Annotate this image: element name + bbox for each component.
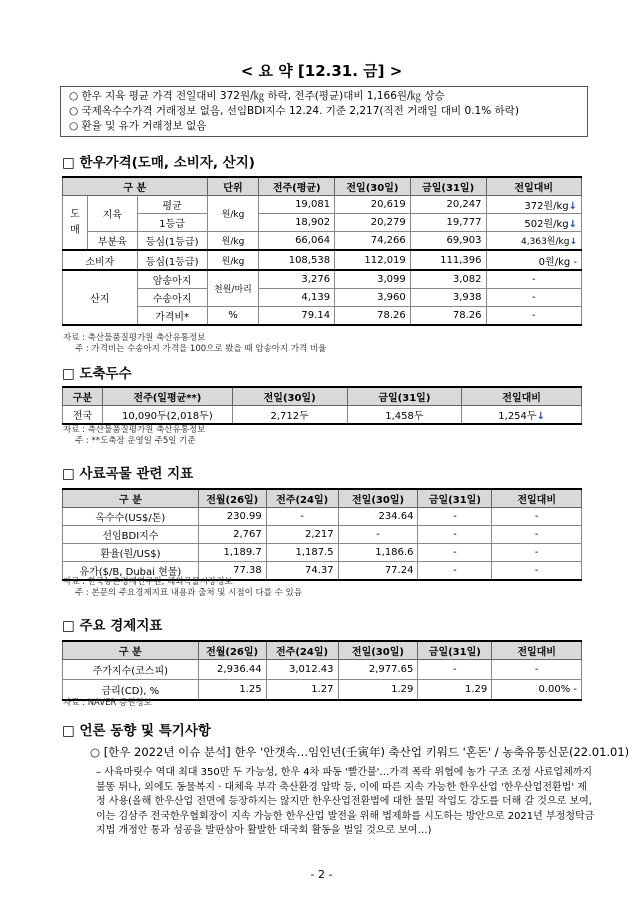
col-header: 전일대비 bbox=[492, 489, 582, 508]
row-label: 등심(1등급) bbox=[137, 232, 207, 251]
domae-label: 도매 bbox=[63, 196, 88, 251]
cell: 78.26 bbox=[410, 307, 486, 326]
table-row bbox=[63, 526, 582, 544]
cell: 112,019 bbox=[335, 250, 411, 270]
unit: % bbox=[207, 307, 259, 326]
cell: - bbox=[492, 544, 582, 562]
col-header: 전일(30일) bbox=[335, 177, 411, 196]
cell: 3,938 bbox=[410, 289, 486, 307]
cell: 2,977.65 bbox=[338, 660, 418, 680]
cell: 2,936.44 bbox=[198, 660, 266, 680]
diff-cell bbox=[486, 196, 582, 214]
table-row bbox=[63, 544, 582, 562]
col-header: 전일대비 bbox=[492, 641, 582, 660]
cell: 77.38 bbox=[198, 562, 266, 581]
table-row bbox=[63, 232, 582, 251]
table-row bbox=[63, 406, 582, 425]
table-row bbox=[63, 196, 582, 214]
table-row bbox=[63, 270, 582, 289]
news-item-body: – 사육마릿수 역대 최대 350만 두 가능성, 한우 4차 파동 '빨간불'…가격 폭락 위협에 농가 구조 조정 사료업체까지 불똥 튀나, 외에도 동물복지 · 대체육 부각 축산환경 압박 등, 이에 따른 지속 가능한 한우산업 '한우산업전환법' 제정 사용(올해 한우산업 전면에 등장하지는 않지만 한우산업전환법에 대한 물밑 작업도 강도를 더해 갈 것으로 보여, 이는 김삼주 전국한우협회장이 지속 가능한 한우산업 발전을 위해 법제화를 시도하는 방안으로 2021년 부정청탁금지법 개정안 통과 성공을 발판삼아 활발한 대국회 활동을 벌일 것으로 보여…) bbox=[96, 767, 595, 836]
cell: 1.29 bbox=[418, 680, 492, 700]
col-header: 전주(평균) bbox=[259, 177, 335, 196]
cell: 3,960 bbox=[335, 289, 411, 307]
cell: 3,082 bbox=[410, 270, 486, 289]
col-header: 구분 bbox=[63, 387, 103, 406]
cell: - bbox=[338, 526, 418, 544]
cell: 74.37 bbox=[266, 562, 338, 581]
source-note: 자료 : 한국농촌경제연구원, 해외곡물시장정보 bbox=[63, 577, 233, 587]
diff-cell: - bbox=[486, 307, 582, 326]
row-label: 전국 bbox=[63, 406, 103, 425]
col-header: 구 분 bbox=[63, 641, 199, 660]
cell: 2,712두 bbox=[232, 406, 347, 425]
diff-value: 4,363원/kg bbox=[521, 237, 570, 247]
source-note: 자료 : 축산물품질평가원 축산유통정보 bbox=[63, 333, 206, 343]
down-arrow-icon: ↓ bbox=[568, 201, 577, 212]
cell: 79.14 bbox=[259, 307, 335, 326]
feed-heading: □ 사료곡물 관련 지표 bbox=[62, 466, 194, 482]
col-header: 전주(24일) bbox=[266, 489, 338, 508]
cell: - bbox=[266, 508, 338, 526]
diff-value: 502원/kg bbox=[524, 219, 569, 230]
col-header: 금일(31일) bbox=[418, 641, 492, 660]
row-label: 옥수수(US$/톤) bbox=[63, 508, 199, 526]
cell: 1,187.5 bbox=[266, 544, 338, 562]
slaughter-heading: □ 도축두수 bbox=[62, 366, 132, 382]
diff-cell: 0원/kg - bbox=[486, 250, 582, 270]
cell: 20,247 bbox=[410, 196, 486, 214]
diff-value: 372원/kg bbox=[524, 201, 569, 212]
hanwoo-heading: □ 한우가격(도매, 소비자, 산지) bbox=[62, 155, 255, 171]
col-header: 전주(일평균**) bbox=[102, 387, 232, 406]
cell: - bbox=[492, 508, 582, 526]
down-arrow-icon: ↓ bbox=[536, 411, 545, 422]
sobija-label: 소비자 bbox=[63, 250, 138, 270]
diff-cell bbox=[486, 232, 582, 251]
cell: - bbox=[492, 660, 582, 680]
hanwoo-table bbox=[62, 176, 582, 326]
source-note: 주 : 가격비는 수송아지 가격을 100으로 봤을 때 암송아지 가격 비율 bbox=[75, 344, 327, 354]
col-header: 전주(24일) bbox=[266, 641, 338, 660]
page-title: < 요 약 [12.31. 금] > bbox=[240, 62, 403, 80]
col-header: 전일(30일) bbox=[338, 489, 418, 508]
col-header: 전일(30일) bbox=[338, 641, 418, 660]
cell: 74,266 bbox=[335, 232, 411, 251]
col-header: 전일대비 bbox=[486, 177, 582, 196]
col-header: 전월(26일) bbox=[198, 489, 266, 508]
row-label: 가격비* bbox=[137, 307, 207, 326]
cell: - bbox=[418, 660, 492, 680]
table-row bbox=[63, 680, 582, 700]
row-label: 금리(CD), % bbox=[63, 680, 199, 700]
diff-cell bbox=[486, 214, 582, 232]
unit: 원/kg bbox=[207, 196, 259, 232]
source-note: 자료 : NAVER 증권정보 bbox=[63, 698, 152, 708]
summary-line: ○ 국제옥수수가격 거래정보 없음, 선임BDI지수 12.24. 기준 2,217(직전 거래일 대비 0.1% 하락) bbox=[69, 105, 519, 117]
cell: 3,276 bbox=[259, 270, 335, 289]
col-header: 전일(30일) bbox=[232, 387, 347, 406]
summary-line: ○ 한우 지육 평균 가격 전일대비 372원/㎏ 하락, 전주(평균)대비 1,166원/㎏ 상승 bbox=[69, 90, 445, 102]
table-row bbox=[63, 307, 582, 326]
down-arrow-icon: ↓ bbox=[568, 219, 577, 230]
row-label: 유가($/B, Dubai 현물) bbox=[63, 562, 199, 581]
econ-heading: □ 주요 경제지표 bbox=[62, 618, 163, 634]
cell: - bbox=[492, 526, 582, 544]
cell: 4,139 bbox=[259, 289, 335, 307]
row-label: 환율(원/US$) bbox=[63, 544, 199, 562]
row-label: 주가지수(코스피) bbox=[63, 660, 199, 680]
cell: 234.64 bbox=[338, 508, 418, 526]
cell: 69,903 bbox=[410, 232, 486, 251]
sanji-label: 산지 bbox=[63, 270, 138, 325]
cell: 230.99 bbox=[198, 508, 266, 526]
cell: 20,619 bbox=[335, 196, 411, 214]
table-row bbox=[63, 508, 582, 526]
unit: 원/kg bbox=[207, 250, 259, 270]
table-row bbox=[63, 660, 582, 680]
cell: - bbox=[418, 562, 492, 581]
col-header: 금일(31일) bbox=[347, 387, 462, 406]
col-header: 전일대비 bbox=[462, 387, 582, 406]
cell: 1,186.6 bbox=[338, 544, 418, 562]
cell: 1.27 bbox=[266, 680, 338, 700]
cell: 19,777 bbox=[410, 214, 486, 232]
row-label: 암송아지 bbox=[137, 270, 207, 289]
summary-line: ○ 환율 및 유가 거래정보 없음 bbox=[69, 120, 207, 132]
cell: 1,189.7 bbox=[198, 544, 266, 562]
summary-box bbox=[60, 86, 588, 137]
cell: 19,081 bbox=[259, 196, 335, 214]
cell: - bbox=[418, 544, 492, 562]
bubunyuk-label: 부분육 bbox=[87, 232, 137, 251]
row-label: 수송아지 bbox=[137, 289, 207, 307]
table-row bbox=[63, 289, 582, 307]
source-note: 주 : 본문의 주요경제지표 내용과 출처 및 시점이 다를 수 있음 bbox=[75, 588, 302, 598]
cell: 3,012.43 bbox=[266, 660, 338, 680]
source-note: 자료 : 축산물품질평가원 축산유통정보 bbox=[63, 425, 206, 435]
cell: 1.29 bbox=[338, 680, 418, 700]
cell: - bbox=[418, 526, 492, 544]
diff-value: 1,254두 bbox=[498, 411, 537, 422]
cell: 66,064 bbox=[259, 232, 335, 251]
feed-table bbox=[62, 488, 582, 581]
unit: 천원/마리 bbox=[207, 270, 259, 307]
cell: 10,090두(2,018두) bbox=[102, 406, 232, 425]
news-heading: □ 언론 동향 및 특기사항 bbox=[62, 723, 211, 739]
cell: 3,099 bbox=[335, 270, 411, 289]
row-label: 평균 bbox=[137, 196, 207, 214]
col-header: 금일(31일) bbox=[418, 489, 492, 508]
cell: 2,767 bbox=[198, 526, 266, 544]
cell: 2,217 bbox=[266, 526, 338, 544]
cell: - bbox=[492, 562, 582, 581]
cell: 108,538 bbox=[259, 250, 335, 270]
cell: 1.25 bbox=[198, 680, 266, 700]
cell: 0.00% - bbox=[492, 680, 582, 700]
cell: 18,902 bbox=[259, 214, 335, 232]
unit: 원/kg bbox=[207, 232, 259, 251]
diff-cell: - bbox=[486, 289, 582, 307]
cell: 20,279 bbox=[335, 214, 411, 232]
row-label: 등심(1등급) bbox=[137, 250, 207, 270]
down-arrow-icon: ↓ bbox=[569, 237, 577, 247]
diff-cell: - bbox=[486, 270, 582, 289]
col-header: 전월(26일) bbox=[198, 641, 266, 660]
diff-cell bbox=[462, 406, 582, 425]
cell: 78.26 bbox=[335, 307, 411, 326]
slaughter-table bbox=[62, 386, 582, 425]
cell: 111,396 bbox=[410, 250, 486, 270]
news-item-title: ○ [한우 2022년 이슈 분석] 한우 '안갯속…임인년(壬寅年) 축산업 키워드 '혼돈' / 농축유통신문(22.01.01) bbox=[90, 745, 630, 759]
jiyuk-label: 지육 bbox=[87, 196, 137, 232]
cell: - bbox=[418, 508, 492, 526]
row-label: 선임BDI지수 bbox=[63, 526, 199, 544]
col-header: 금일(31일) bbox=[410, 177, 486, 196]
source-note: 주 : **도축장 운영일 주5일 기준 bbox=[75, 436, 196, 446]
cell: 1,458두 bbox=[347, 406, 462, 425]
cell: 77.24 bbox=[338, 562, 418, 581]
col-header: 구 분 bbox=[63, 177, 208, 196]
econ-table bbox=[62, 640, 582, 701]
table-row bbox=[63, 250, 582, 270]
col-header: 단위 bbox=[207, 177, 259, 196]
col-header: 구 분 bbox=[63, 489, 199, 508]
row-label: 1등급 bbox=[137, 214, 207, 232]
table-row bbox=[63, 214, 582, 232]
page-number: - 2 - bbox=[310, 868, 333, 881]
